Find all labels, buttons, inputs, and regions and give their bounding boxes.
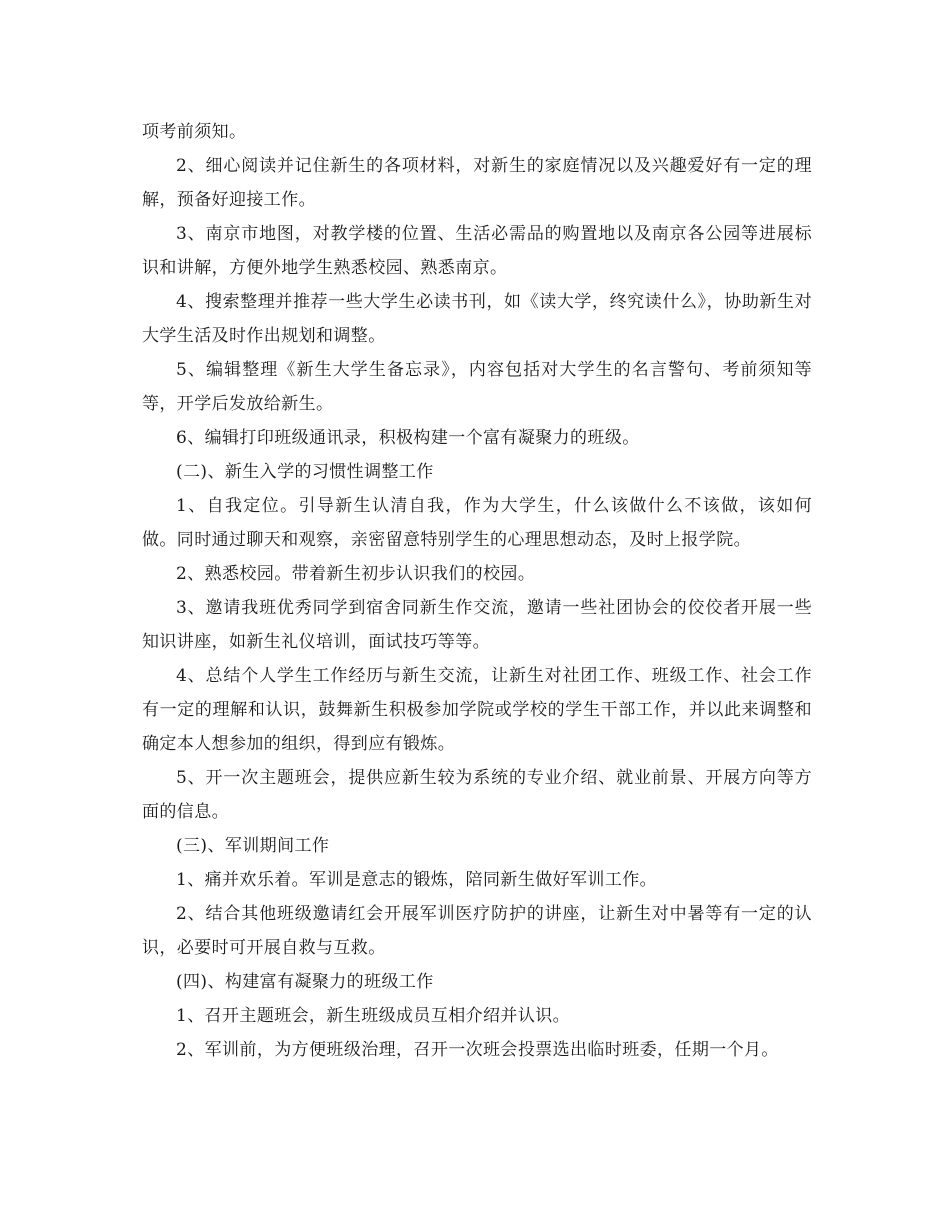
- list-item: 1、自我定位。引导新生认清自我，作为大学生，什么该做什么不该做，该如何做。同时通过聊天和观察，亲密留意特别学生的心理思想动态，及时上报学院。: [142, 496, 812, 550]
- paragraph-continuation: 项考前须知。: [142, 122, 247, 142]
- document-page: [142, 115, 812, 1067]
- section-heading: (二)、新生入学的习惯性调整工作: [176, 462, 434, 482]
- list-item: 2、军训前，为方便班级治理，召开一次班会投票选出临时班委，任期一个月。: [176, 1040, 779, 1060]
- section-heading: (四)、构建富有凝聚力的班级工作: [176, 972, 434, 992]
- list-item: 5、编辑整理《新生大学生备忘录》，内容包括对大学生的名言警句、考前须知等等，开学后发放给新生。: [142, 360, 812, 414]
- list-item: 3、南京市地图，对教学楼的位置、生活必需品的购置地以及南京各公园等进展标识和讲解，方便外地学生熟悉校园、熟悉南京。: [142, 224, 812, 278]
- list-item: 3、邀请我班优秀同学到宿舍同新生作交流，邀请一些社团协会的佼佼者开展一些知识讲座，如新生礼仪培训，面试技巧等等。: [142, 598, 812, 652]
- section-heading: (三)、军训期间工作: [176, 836, 330, 856]
- list-item: 5、开一次主题班会，提供应新生较为系统的专业介绍、就业前景、开展方向等方面的信息。: [142, 768, 812, 822]
- list-item: 1、召开主题班会，新生班级成员互相介绍并认识。: [176, 1006, 571, 1026]
- list-item: 4、总结个人学生工作经历与新生交流，让新生对社团工作、班级工作、社会工作有一定的理解和认识，鼓舞新生积极参加学院或学校的学生干部工作，并以此来调整和确定本人想参加的组织，得到应有锻炼。: [142, 666, 812, 754]
- list-item: 1、痛并欢乐着。军训是意志的锻炼，陪同新生做好军训工作。: [176, 870, 658, 890]
- list-item: 4、搜索整理并推荐一些大学生必读书刊，如《读大学，终究读什么》，协助新生对大学生活及时作出规划和调整。: [142, 292, 812, 346]
- list-item: 2、细心阅读并记住新生的各项材料，对新生的家庭情况以及兴趣爱好有一定的理解，预备好迎接工作。: [142, 156, 812, 210]
- list-item: 6、编辑打印班级通讯录，积极构建一个富有凝聚力的班级。: [176, 428, 640, 448]
- list-item: 2、熟悉校园。带着新生初步认识我们的校园。: [176, 564, 536, 584]
- list-item: 2、结合其他班级邀请红会开展军训医疗防护的讲座，让新生对中暑等有一定的认识，必要时可开展自救与互救。: [142, 904, 812, 958]
